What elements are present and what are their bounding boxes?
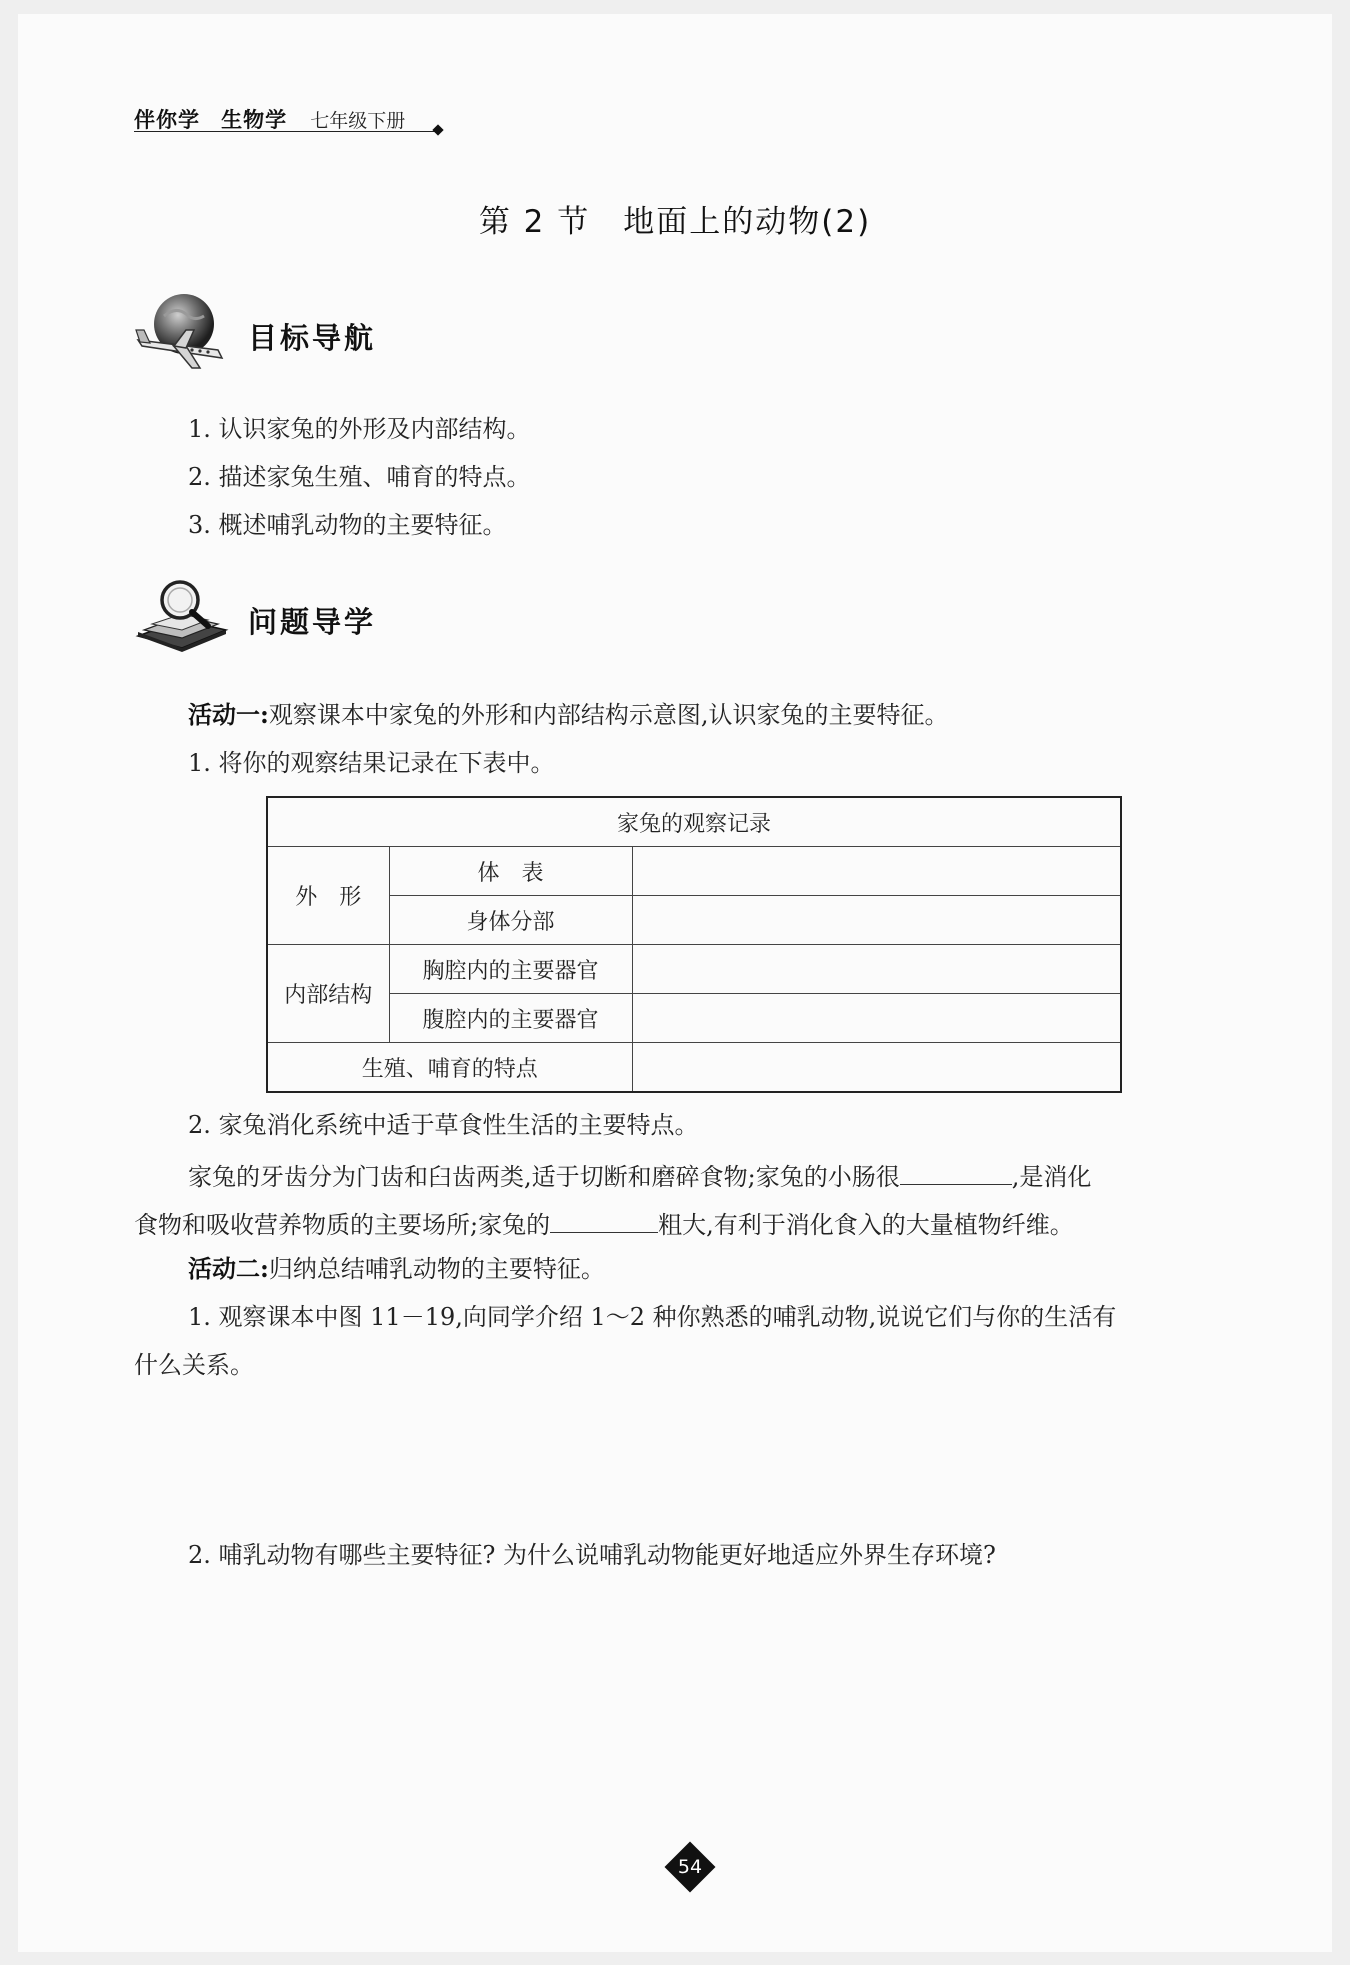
- paragraph-text: ,是消化: [1011, 1163, 1092, 1191]
- paragraph-text: 粗大,有利于消化食入的大量植物纤维。: [658, 1211, 1074, 1239]
- header-subject: 生物学: [221, 108, 288, 132]
- activity2-q1-line2: 什么关系。: [134, 1351, 254, 1379]
- answer-area-q1[interactable]: [134, 1392, 1254, 1522]
- goal-item: 2. 描述家兔生殖、哺育的特点。: [188, 463, 531, 491]
- activity2-q1-line1: 1. 观察课本中图 11－19,向同学介绍 1～2 种你熟悉的哺乳动物,说说它们与你的生活有: [188, 1303, 1117, 1331]
- table-answer-cell[interactable]: [632, 945, 1121, 994]
- table-answer-cell[interactable]: [632, 1043, 1121, 1093]
- page-number-badge: [668, 1845, 712, 1889]
- header-rule: [134, 131, 440, 132]
- header-series: 伴你学: [134, 108, 200, 132]
- table-group-inner: 内部结构: [267, 945, 389, 1043]
- section-title-goals: 目标导航: [248, 321, 377, 355]
- table-answer-cell[interactable]: [632, 847, 1121, 896]
- section-title-guide: 问题导学: [248, 605, 377, 639]
- page-number: 54: [677, 1856, 703, 1878]
- goal-item: 1. 认识家兔的外形及内部结构。: [188, 415, 531, 443]
- table-group-outer: 外 形: [267, 847, 389, 945]
- activity1-q2: 2. 家兔消化系统中适于草食性生活的主要特点。: [188, 1111, 699, 1139]
- activity1-intro: [188, 700, 949, 730]
- activity1-text: 观察课本中家兔的外形和内部结构示意图,认识家兔的主要特征。: [268, 701, 949, 729]
- goal-item: 3. 概述哺乳动物的主要特征。: [188, 511, 507, 539]
- activity1-paragraph-line2: [134, 1206, 1074, 1240]
- activity1-label: 活动一:: [188, 700, 269, 729]
- table-row-label: 体 表: [389, 847, 632, 896]
- activity2-text: 归纳总结哺乳动物的主要特征。: [268, 1255, 605, 1283]
- book-header: [134, 104, 405, 134]
- fill-blank-cecum[interactable]: [550, 1206, 658, 1233]
- activity2-label: 活动二:: [188, 1254, 269, 1283]
- observation-table: [266, 796, 1122, 1093]
- paragraph-text: 家兔的牙齿分为门齿和臼齿两类,适于切断和磨碎食物;家兔的小肠很: [188, 1163, 900, 1191]
- globe-airplane-icon: [134, 288, 230, 378]
- table-caption: 家兔的观察记录: [267, 797, 1121, 847]
- activity1-q1: 1. 将你的观察结果记录在下表中。: [188, 749, 555, 777]
- table-row-label: 生殖、哺育的特点: [267, 1043, 632, 1093]
- table-row-label: 身体分部: [389, 896, 632, 945]
- table-row-label: 腹腔内的主要器官: [389, 994, 632, 1043]
- table-answer-cell[interactable]: [632, 994, 1121, 1043]
- answer-area-q2[interactable]: [134, 1584, 1254, 1814]
- table-row-label: 胸腔内的主要器官: [389, 945, 632, 994]
- table-answer-cell[interactable]: [632, 896, 1121, 945]
- activity2-intro: [188, 1254, 605, 1284]
- activity2-q2: 2. 哺乳动物有哪些主要特征? 为什么说哺乳动物能更好地适应外界生存环境?: [188, 1541, 996, 1569]
- page-title: 第 2 节 地面上的动物(2): [478, 204, 872, 240]
- paragraph-text: 食物和吸收营养物质的主要场所;家兔的: [134, 1211, 551, 1239]
- fill-blank-small-intestine[interactable]: [900, 1158, 1012, 1185]
- magnifier-books-icon: [134, 574, 230, 664]
- activity1-paragraph-line1: [188, 1158, 1091, 1192]
- header-grade: 七年级下册: [310, 110, 406, 132]
